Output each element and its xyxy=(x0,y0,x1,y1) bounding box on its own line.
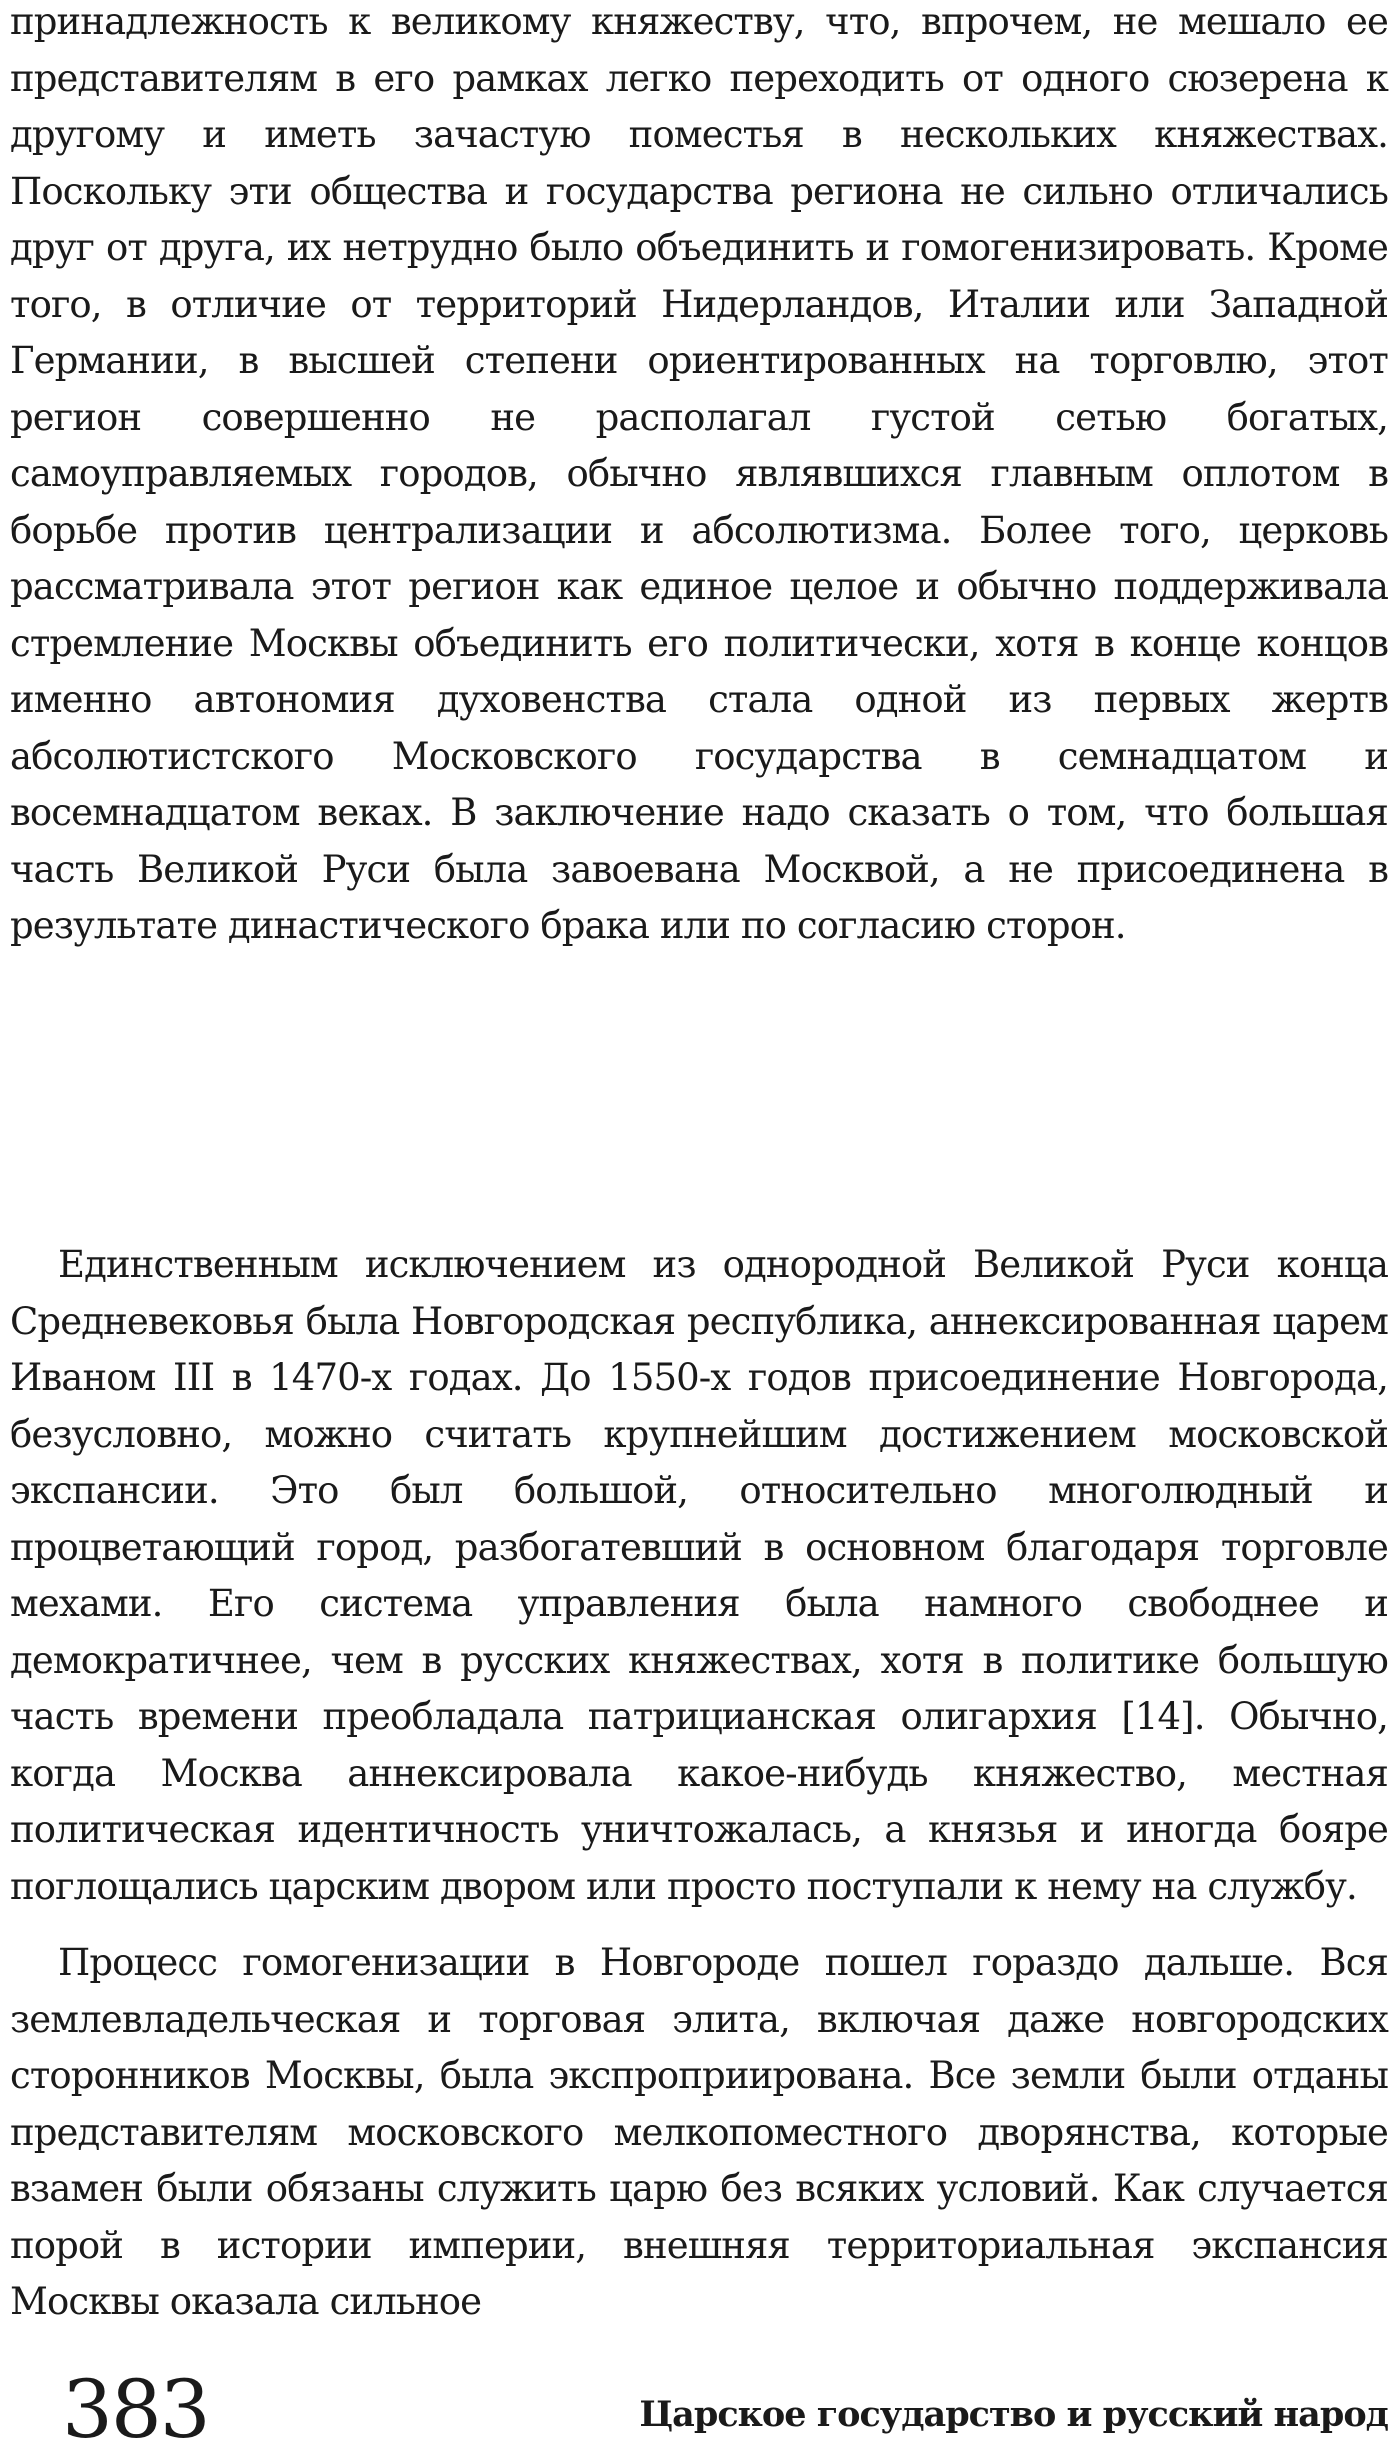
paragraph-novgorod-exception: Единственным исключением из однородной Великой Руси конца Средневековья была Новгородская республика, аннексированная царем Иваном III в 1470-х годах. До 1550-х годов присоединение Новгорода, безусловно, можно считать крупнейшим достижением московской экспансии. Это был большой, относительно многолюдный и процветающий город, разбогатевший в основном благодаря торговле мехами. Его система управления была намного свободнее и демократичнее, чем в русских княжествах, хотя в политике большую часть времени преобладала патрицианская олигархия [14]. Обычно, когда Москва аннексировала какое-нибудь княжество, местная политическая идентичность уничтожалась, а князья и иногда бояре поглощались царским двором или просто поступали к нему на службу. xyxy=(10,1243,1388,1908)
paragraph-homogenization: Процесс гомогенизации в Новгороде пошел гораздо дальше. Вся землевладельческая и торговая элита, включая даже новгородских сторонников Москвы, была экспроприирована. Все земли были отданы представителям московского мелкопоместного дворянства, которые взамен были обязаны служить царю без всяких условий. Как случается порой в истории империи, внешняя территориальная экспансия Москвы оказала сильное xyxy=(10,1941,1388,2323)
page-footer xyxy=(0,2365,1398,2455)
running-title: Царское государство и русский народ xyxy=(639,2394,1388,2435)
paragraph-continued: принадлежность к великому княжеству, что, впрочем, не мешало ее представителям в его рамках легко переходить от одного сюзерена к другому и иметь зачастую поместья в нескольких княжествах. Поскольку эти общества и государства региона не сильно отличались друг от друга, их нетрудно было объединить и гомогенизировать. Кроме того, в отличие от территорий Нидерландов, Италии или Западной Германии, в высшей степени ориентированных на торговлю, этот регион совершенно не располагал густой сетью богатых, самоуправляемых городов, обычно являвшихся главным оплотом в борьбе против централизации и абсолютизма. Более того, церковь рассматривала этот регион как единое целое и обычно поддерживала стремление Москвы объединить его политически, хотя в конце концов именно автономия духовенства стала одной из первых жертв абсолютистского Московского государства в семнадцатом и восемнадцатом веках. В заключение надо сказать о том, что большая часть Великой Руси была завоевана Москвой, а не присоединена в результате династического брака или по согласию сторон. xyxy=(10,0,1388,947)
page-number: 383 xyxy=(62,2363,209,2456)
